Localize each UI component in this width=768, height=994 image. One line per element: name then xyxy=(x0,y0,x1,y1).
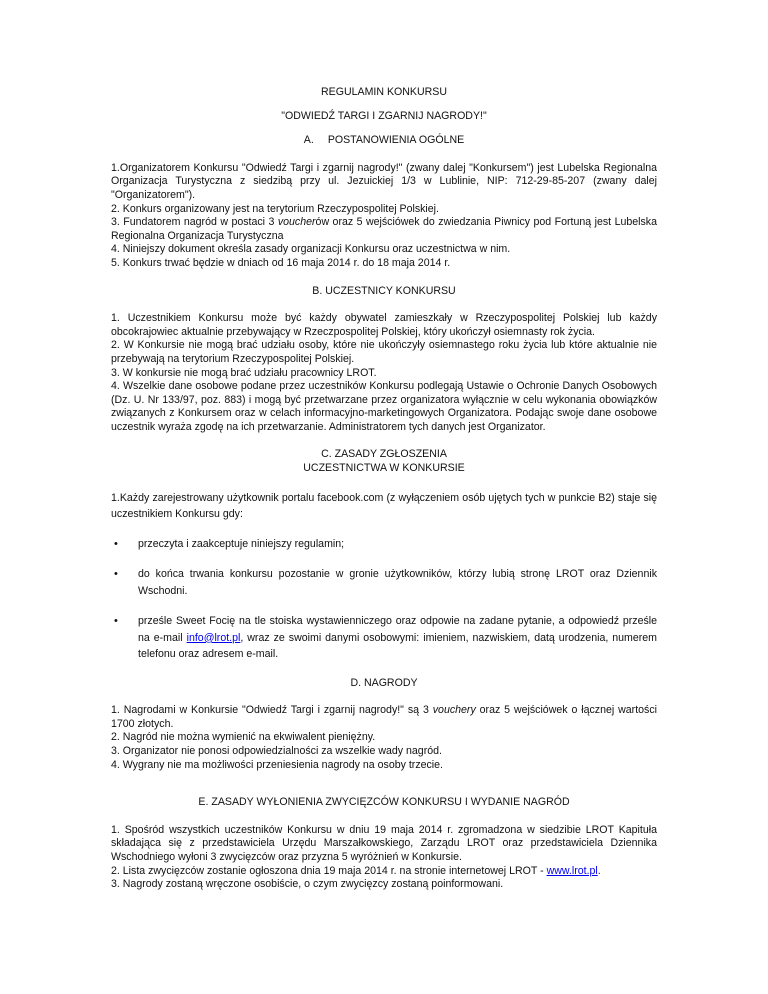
section-d-paragraph-2: 2. Nagród nie można wymienić na ekwiwalent pieniężny. xyxy=(111,731,376,744)
website-link[interactable]: www.lrot.pl xyxy=(546,864,598,877)
bullet-icon: • xyxy=(114,537,118,550)
section-a-paragraph-5: 5. Konkurs trwać będzie w dniach od 16 maja 2014 r. do 18 maja 2014 r. xyxy=(111,256,451,269)
section-e-p2-text-end: . xyxy=(597,864,601,877)
section-a-p3-text-end: ów oraz 5 wejściówek do zwiedzania Piwnicy pod Fortuną jest Lubelska Regionalna Organizacja Turystyczna xyxy=(111,216,657,242)
section-a-p3-italic: voucher xyxy=(277,216,316,229)
section-a-paragraph-2: 2. Konkurs organizowany jest na terytorium Rzeczypospolitej Polskiej. xyxy=(111,202,439,215)
section-b-paragraph-3: 3. W konkursie nie mogą brać udziału pracownicy LROT. xyxy=(111,366,377,379)
list-item xyxy=(111,566,657,599)
list-item xyxy=(111,613,657,663)
section-b-heading: B. UCZESTNICY KONKURSU xyxy=(312,284,456,297)
section-c-conditions-list xyxy=(111,536,657,663)
section-e-paragraph-3: 3. Nagrody zostaną wręczone osobiście, o czym zwycięzcy zostaną poinformowani. xyxy=(111,878,504,891)
condition-text: do końca trwania konkursu pozostanie w gronie użytkowników, którzy lubią stronę LROT oraz Dziennik Wschodni. xyxy=(138,568,657,597)
section-d-p1-italic: vouchery xyxy=(432,704,476,717)
section-e-heading: E. ZASADY WYŁONIENIA ZWYCIĘZCÓW KONKURSU I WYDANIE NAGRÓD xyxy=(198,796,570,809)
section-c-heading: C. ZASADY ZGŁOSZENIA xyxy=(321,448,447,461)
section-b-paragraph-1: 1. Uczestnikiem Konkursu może być każdy obywatel zamieszkały w Rzeczypospolitej Polskiej lub każdy obcokrajowiec aktualnie przebywający w Rzeczpospolitej Polskiej, który ukończył osiemnasty rok życia. xyxy=(111,312,657,338)
section-d-paragraph-1 xyxy=(111,704,657,731)
section-a-heading xyxy=(111,134,657,148)
section-d-p1-text-end: oraz 5 wejściówek o łącznej wartości 1700 złotych. xyxy=(111,704,657,730)
section-e-p2-text: 2. Lista zwycięzców zostanie ogłoszona dnia 19 maja 2014 r. na stronie internetowej LROT - xyxy=(111,864,547,877)
section-c-heading-line-2: UCZESTNICTWA W KONKURSIE xyxy=(303,462,465,475)
section-a-paragraph-1: 1.Organizatorem Konkursu "Odwiedź Targi i zgarnij nagrody!" (zwany dalej "Konkursem") jest Lubelska Regionalna Organizacja Turystyczna z siedzibą przy ul. Jezuickiej 1/3 w Lublinie, NIP: 712-29-85-207 (zwany dalej "Organizatorem"). xyxy=(111,161,657,201)
section-d-heading: D. NAGRODY xyxy=(350,676,418,689)
section-b-paragraph-2: 2. W Konkursie nie mogą brać udziału osoby, które nie ukończyły osiemnastego roku życia lub które aktualnie nie przebywają na terytorium Rzeczypospolitej Polskiej. xyxy=(111,339,657,365)
section-d-p1-text: 1. Nagrodami w Konkursie "Odwiedź Targi i zgarnij nagrody!" są 3 xyxy=(111,704,433,717)
condition-text: przeczyta i zaakceptuje niniejszy regulamin; xyxy=(138,537,345,550)
section-a-paragraph-4: 4. Niniejszy dokument określa zasady organizacji Konkursu oraz uczestnictwa w nim. xyxy=(111,243,511,256)
contest-name: "ODWIEDŹ TARGI I ZGARNIJ NAGRODY!" xyxy=(281,109,487,122)
list-item xyxy=(111,536,657,553)
section-a-title: POSTANOWIENIA OGÓLNE xyxy=(327,134,465,147)
section-b-paragraph-4: 4. Wszelkie dane osobowe podane przez uczestników Konkursu podlegają Ustawie o Ochronie Danych Osobowych (Dz. U. Nr 133/97, poz. 883) i mogą być przetwarzane przez organizatora wyłącznie w celu wykonania obowiązków związanych z Konkursem oraz w celach informacyjno-marketingowych Organizatora. Podając swoje dane osobowe uczestnik wyraża zgodę na ich przetwarzanie. Administratorem tych danych jest Organizator. xyxy=(111,380,657,433)
section-d-paragraph-4: 4. Wygrany nie ma możliwości przeniesienia nagrody na osoby trzecie. xyxy=(111,758,443,771)
section-c-intro: 1.Każdy zarejestrowany użytkownik portalu facebook.com (z wyłączeniem osób ujętych tych w punkcie B2) staje się uczestnikiem Konkursu gdy: xyxy=(111,491,657,520)
bullet-icon: • xyxy=(114,615,118,628)
condition-text: prześle Sweet Focię na tle stoiska wystawienniczego oraz odpowie na zadane pytanie, a odpowiedź prześle na e-mail xyxy=(138,615,657,644)
section-a-paragraph-3 xyxy=(111,216,657,243)
document-title: REGULAMIN KONKURSU xyxy=(321,86,447,98)
document-page xyxy=(111,80,657,892)
condition-text-end: , wraz ze swoimi danymi osobowymi: imieniem, nazwiskiem, datą urodzenia, numerem telefonu oraz adresem e-mail. xyxy=(138,631,658,661)
email-link[interactable]: info@lrot.pl xyxy=(186,631,241,644)
section-e-paragraph-2 xyxy=(111,865,657,879)
section-a-p3-text: 3. Fundatorem nagród w postaci 3 xyxy=(111,216,278,229)
section-d-paragraph-3: 3. Organizator nie ponosi odpowiedzialności za wszelkie wady nagród. xyxy=(111,745,442,758)
bullet-icon: • xyxy=(114,568,118,581)
section-e-paragraph-1: 1. Spośród wszystkich uczestników Konkursu w dniu 19 maja 2014 r. zgromadzona w siedzibie LROT Kapituła składająca się z przedstawiciela Urzędu Marszałkowskiego, Zarządu LROT oraz przedstawiciela Dziennika Wschodniego wyłoni 3 zwycięzców oraz przyzna 5 wyróżnień w Konkursie. xyxy=(111,823,657,863)
section-a-letter: A. xyxy=(303,134,314,147)
